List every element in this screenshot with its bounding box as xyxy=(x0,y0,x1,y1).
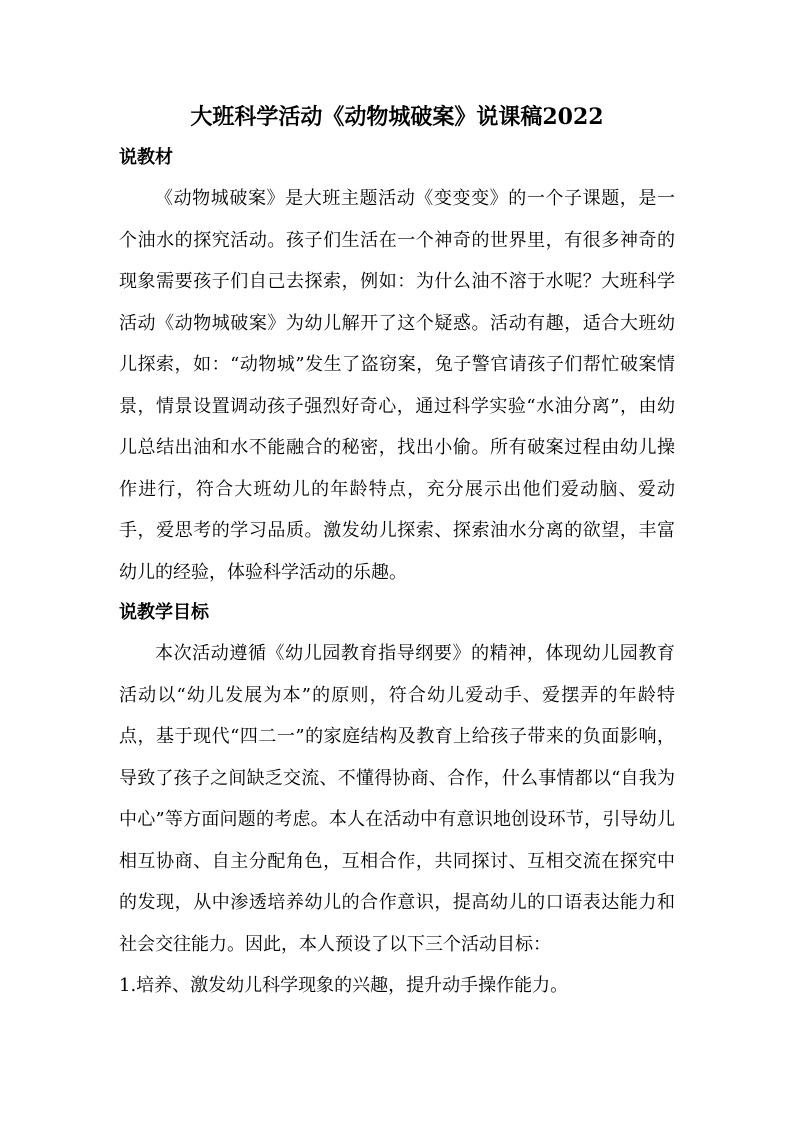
document-body xyxy=(119,98,675,1006)
document-title: 大班科学活动《动物城破案》说课稿2022 xyxy=(190,104,604,130)
section-paragraph-goals: 本次活动遵循《幼儿园教育指导纲要》的精神，体现幼儿园教育活动以“幼儿发展为本”的原则，符合幼儿爱动手、爱摆弄的年龄特点，基于现代“四二一”的家庭结构及教育上给孩子带来的负面影响，导致了孩子之间缺乏交流、不懂得协商、合作，什么事情都以“自我为中心”等方面问题的考虑。本人在活动中有意识地创设环节，引导幼儿相互协商、自主分配角色，互相合作，共同探讨、互相交流在探究中的发现，从中渗透培养幼儿的合作意识，提高幼儿的口语表达能力和社会交往能力。因此，本人预设了以下三个活动目标： xyxy=(119,643,675,955)
section-heading-goals: 说教学目标 xyxy=(119,602,209,623)
section-heading-textbook: 说教材 xyxy=(119,147,173,168)
section-paragraph-textbook: 《动物城破案》是大班主题活动《变变变》的一个子课题，是一个油水的探究活动。孩子们生活在一个神奇的世界里，有很多神奇的现象需要孩子们自己去探索，例如：为什么油不溶于水呢？大班科学活动《动物城破案》为幼儿解开了这个疑惑。活动有趣，适合大班幼儿探索，如：“动物城”发生了盗窃案，兔子警官请孩子们帮忙破案情景，情景设置调动孩子强烈好奇心，通过科学实验“水油分离”，由幼儿总结出油和水不能融合的秘密，找出小偷。所有破案过程由幼儿操作进行，符合大班幼儿的年龄特点，充分展示出他们爱动脑、爱动手，爱思考的学习品质。激发幼儿探索、探索油水分离的欲望，丰富幼儿的经验，体验科学活动的乐趣。 xyxy=(119,188,675,583)
list-item: 1.培养、激发幼儿科学现象的兴趣，提升动手操作能力。 xyxy=(119,975,569,996)
